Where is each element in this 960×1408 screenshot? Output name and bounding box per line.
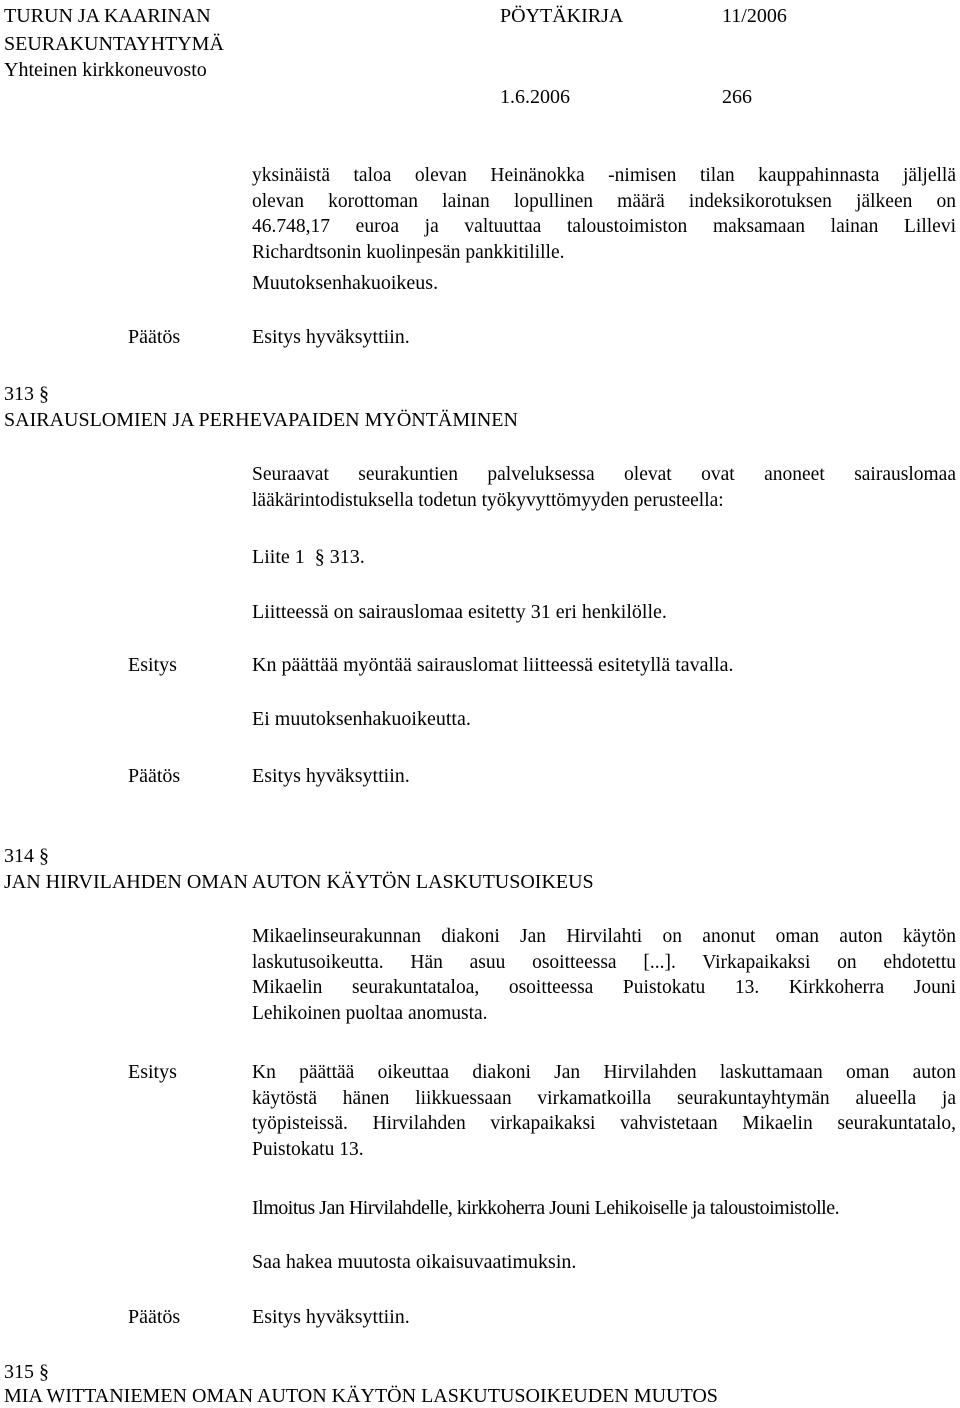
- header-org-line1: TURUN JA KAARINAN: [4, 5, 211, 27]
- section-313-body-line: Seuraavat seurakuntien palveluksessa olevat ovat anoneet sairauslomaa: [252, 464, 956, 485]
- section-314-body-line: laskutusoikeutta. Hän asuu osoitteessa [...]. Virkapaikaksi on ehdotettu: [252, 951, 956, 973]
- section-314-body: [252, 924, 956, 1026]
- section-314-proposal-line: työpisteissä. Hirvilahden virkapaikaksi vahvistetaan Mikaelin seurakuntatalo,: [252, 1113, 956, 1134]
- intro-line: yksinäistä taloa olevan Heinänokka -nimisen tilan kauppahinnasta jäljellä: [252, 165, 956, 186]
- header-page-number: 266: [722, 86, 752, 108]
- section-313-title: SAIRAUSLOMIEN JA PERHEVAPAIDEN MYÖNTÄMINEN: [4, 409, 518, 431]
- section-313-body: [252, 462, 956, 513]
- section-314-decision-label: Päätös: [128, 1306, 181, 1328]
- section-314-proposal-line: Puistokatu 13.: [252, 1138, 364, 1160]
- section-313-body-line: lääkärintodistuksella todetun työkyvyttömyyden perusteella:: [252, 489, 724, 511]
- section-314-proposal-line: käytöstä hänen liikkuessaan virkamatkoilla seurakuntayhtymän alueella ja: [252, 1087, 956, 1109]
- section-314-proposal-line: Kn päättää oikeuttaa diakoni Jan Hirvilahden laskuttamaan oman auton: [252, 1062, 956, 1083]
- header-date: 1.6.2006: [500, 86, 570, 108]
- section-314-number: 314 §: [4, 845, 49, 867]
- section-313-attachment-note: Liitteessä on sairauslomaa esitetty 31 eri henkilölle.: [252, 601, 667, 623]
- section-313-attachment: Liite 1 § 313.: [252, 546, 365, 568]
- section-313-proposal-text: Kn päättää myöntää sairauslomat liitteessä esitetyllä tavalla.: [252, 654, 734, 676]
- intro-paragraph: [252, 163, 956, 265]
- intro-line: olevan korottoman lainan lopullinen määrä indeksikorotuksen jälkeen on: [252, 190, 956, 212]
- section-313-proposal-label: Esitys: [128, 654, 177, 676]
- header-doc-type: PÖYTÄKIRJA: [500, 5, 624, 27]
- header-doc-number: 11/2006: [722, 5, 787, 27]
- section-314-body-line: Lehikoinen puoltaa anomusta.: [252, 1002, 488, 1024]
- section-313-decision-text: Esitys hyväksyttiin.: [252, 765, 410, 787]
- section-313-decision-label: Päätös: [128, 765, 181, 787]
- section-315-number: 315 §: [4, 1361, 49, 1383]
- section-314-body-line: Mikaelinseurakunnan diakoni Jan Hirvilahti on anonut oman auton käytön: [252, 926, 956, 947]
- intro-appeal: Muutoksenhakuoikeus.: [252, 272, 439, 294]
- section-315-title: MIA WITTANIEMEN OMAN AUTON KÄYTÖN LASKUTUSOIKEUDEN MUUTOS: [4, 1385, 718, 1407]
- section-314-notice: Ilmoitus Jan Hirvilahdelle, kirkkoherra Jouni Lehikoiselle ja taloustoimistolle.: [252, 1197, 840, 1219]
- intro-decision-text: Esitys hyväksyttiin.: [252, 326, 410, 348]
- section-313-appeal: Ei muutoksenhakuoikeutta.: [252, 708, 471, 730]
- section-314-body-line: Mikaelin seurakuntataloa, osoitteessa Puistokatu 13. Kirkkoherra Jouni: [252, 977, 956, 998]
- section-313-number: 313 §: [4, 383, 49, 405]
- intro-line: Richardtsonin kuolinpesän pankkitilille.: [252, 241, 565, 263]
- section-314-appeal: Saa hakea muutosta oikaisuvaatimuksin.: [252, 1251, 577, 1273]
- section-314-proposal: [252, 1060, 956, 1162]
- intro-line: 46.748,17 euroa ja valtuuttaa taloustoimiston maksamaan lainan Lillevi: [252, 216, 956, 237]
- intro-decision-label: Päätös: [128, 326, 181, 348]
- header-org-line2: SEURAKUNTAYHTYMÄ: [4, 33, 224, 55]
- section-314-title: JAN HIRVILAHDEN OMAN AUTON KÄYTÖN LASKUTUSOIKEUS: [4, 871, 594, 893]
- header-org-line3: Yhteinen kirkkoneuvosto: [4, 59, 207, 81]
- section-314-decision-text: Esitys hyväksyttiin.: [252, 1306, 410, 1328]
- section-314-proposal-label: Esitys: [128, 1061, 177, 1083]
